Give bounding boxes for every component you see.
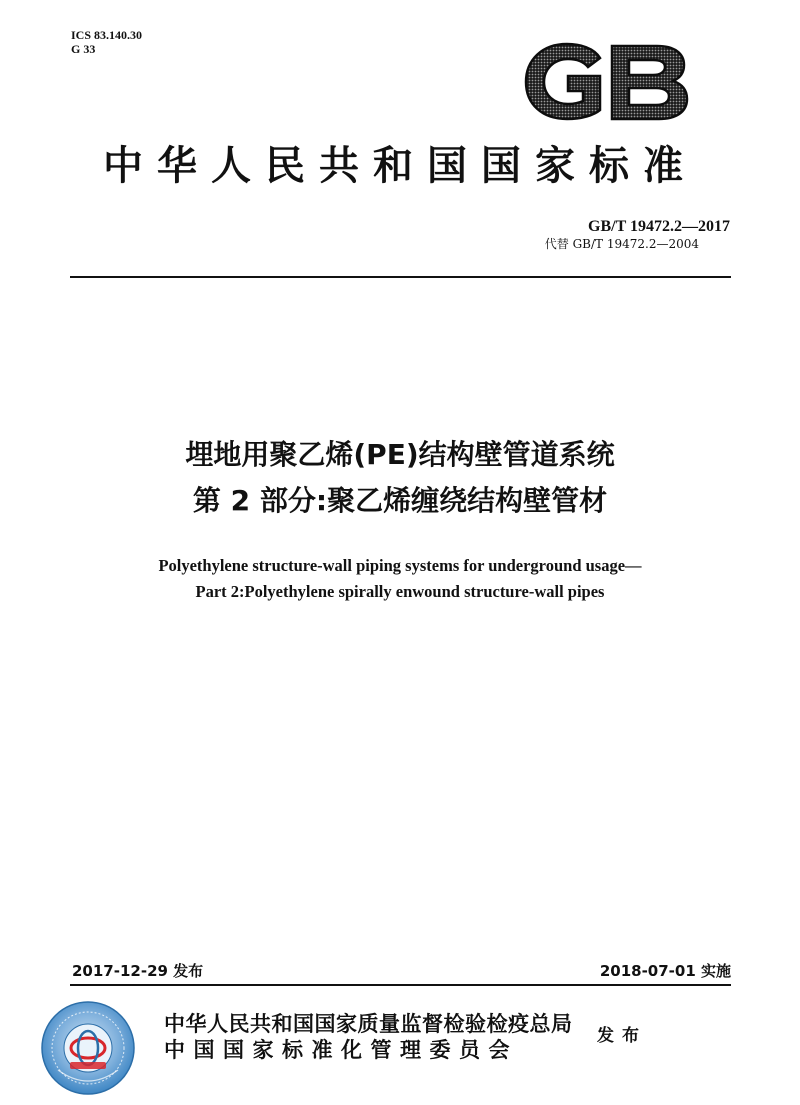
ccs-code: G 33: [71, 42, 96, 56]
standard-number: GB/T 19472.2—2017: [588, 218, 730, 235]
classification-codes: [71, 28, 142, 56]
issue-date: 2017-12-29 发布: [72, 962, 204, 980]
title-cn-line1: 埋地用聚乙烯(PE)结构壁管道系统: [185, 438, 615, 471]
issuer-sac: 中国国家标准化管理委员会: [164, 1038, 518, 1062]
replaces-standard: 代替 GB/T 19472.2—2004: [544, 237, 699, 251]
implementation-date: 2018-07-01 实施: [599, 962, 731, 980]
top-divider: [70, 276, 731, 278]
issuer-aqsiq: 中华人民共和国国家质量监督检验检疫总局: [164, 1012, 573, 1036]
national-standard-title: 中华人民共和国国家标准: [103, 142, 697, 189]
title-en-line1: Polyethylene structure-wall piping systems for underground usage—: [158, 556, 642, 575]
publisher-seal: [40, 1000, 136, 1096]
seal-graphic: [40, 1000, 136, 1096]
gb-logo: [522, 40, 690, 123]
title-en-line2: Part 2:Polyethylene spirally enwound structure-wall pipes: [195, 582, 605, 601]
title-cn-line2: 第 2 部分:聚乙烯缠绕结构壁管材: [192, 484, 608, 517]
publish-label: 发布: [597, 1026, 647, 1046]
gb-logo-graphic: [522, 40, 690, 123]
bottom-divider: [70, 984, 731, 986]
ics-code: ICS 83.140.30: [71, 28, 143, 42]
